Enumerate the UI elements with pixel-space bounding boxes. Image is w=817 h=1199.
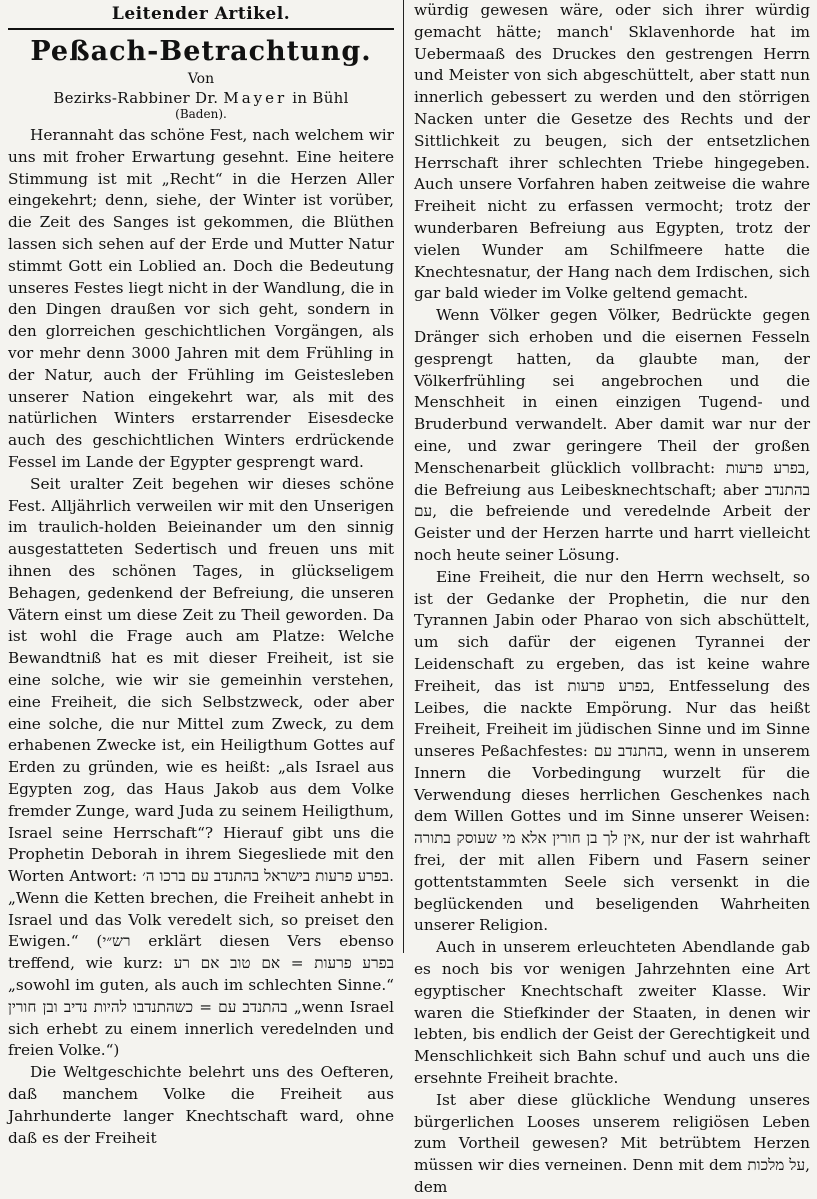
heading-rule	[8, 28, 394, 30]
author-prefix: Bezirks-Rabbiner Dr.	[53, 89, 219, 107]
paragraph: Seit uralter Zeit begehen wir dieses schöne Fest. Alljährlich verweilen wir mit den Unserigen im traulich-holden Beieinander um den sinnig ausgestatteten Sedertisch und freuen uns mit ihnen des schönen Tages, in glückseligem Behagen, gedenkend der Befreiung, die unseren Vätern einst um diese Zeit zu Theil geworden. Da ist wohl die Frage auch am Platze: Welche Bewandtniß hat es mit dieser Freiheit, ist sie eine solche, wie wir sie gemeinhin verstehen, eine Freiheit, die sich Selbstzweck, oder aber eine solche, die nur Mittel zum Zweck, zu dem erhabenen Zwecke ist, ein Heiligthum Gottes auf Erden zu gründen, wie es heißt: „als Israel aus Egypten zog, das Haus Jakob aus dem Volke fremder Zunge, ward Juda zu seinem Heiligthum, Israel seine Herrschaft“? Hierauf gibt uns die Prophetin Deborah in ihrem Siegesliede mit den Worten Antwort: בפרע פרעות בישראל בהתנדב עם ברכו ה׳. „Wenn die Ketten brechen, die Freiheit anhebt in Israel und das Volk veredelt sich, so preiset den Ewigen.“ (רש״י erklärt diesen Vers ebenso treffend, wie kurz: בפרע פרעות = אם טוב אם רע „sowohl im guten, als auch im schlechten Sinne.“ בהתנדב עם = כשהתנדבו להיות נדיב ובן חורין „wenn Israel sich erhebt zu einem innerlich veredelnden und freien Volke.“)	[8, 474, 394, 1060]
author-line	[8, 89, 394, 107]
author-suffix: in Bühl	[292, 89, 349, 107]
author-name: Mayer	[223, 89, 288, 107]
paragraph: Herannaht das schöne Fest, nach welchem wir uns mit froher Erwartung gesehnt. Eine heitere Stimmung ist mit „Recht“ in die Herzen Aller eingekehrt; denn, siehe, der Winter ist vorüber, die Zeit des Sanges ist gekommen, die Blüthen lassen sich sehen auf der Erde und Mutter Natur stimmt Gott ein Loblied an. Doch die Bedeutung unseres Festes liegt nicht in der Wandlung, die in den Dingen draußen vor sich geht, sondern in den glorreichen geschichtlichen Vorgängen, als vor mehr denn 3000 Jahren mit dem Frühling in der Natur, auch der Frühling im Geistesleben unserer Nation eingekehrt war, als mit des natürlichen Winters erstarrender Eisesdecke auch des geschichtlichen Winters erdrückende Fessel im Lande der Egypter gesprengt ward.	[8, 126, 394, 471]
paragraph: würdig gewesen wäre, oder sich ihrer würdig gemacht hätte; manch' Sklavenhorde hat im Uebermaaß des Druckes den gestrengen Herrn und Meister von sich abgeschüttelt, aber statt nun innerlich gebessert zu werden und den störrigen Nacken unter die Gesetze des Rechts und der Sittlichkeit zu beugen, sich der entsetzlichen Herrschaft ihrer schlechten Triebe hingegeben. Auch unsere Vorfahren haben zeitweise die wahre Freiheit nicht zu erfassen vermocht; trotz der wunderbaren Befreiung aus Egypten, trotz der vielen Wunder am Schilfmeere hatte die Knechtesnatur, der Hang nach dem Irdischen, sich gar bald wieder im Volke geltend gemacht.	[414, 1, 810, 303]
article-title: Peßach-Betrachtung.	[30, 36, 372, 67]
paragraph: Wenn Völker gegen Völker, Bedrückte gegen Dränger sich erhoben und die eisernen Fesseln gesprengt hatten, da glaubte man, der Völkerfrühling sei angebrochen und die Menschheit in einen einzigen Tugend- und Bruderbund verwandelt. Aber damit war nur der eine, und zwar geringere Theil der großen Menschenarbeit glücklich vollbracht: בפרע פרעות, die Befreiung aus Leibesknechtschaft; aber בהתנדב עם, die befreiende und veredelnde Arbeit der Geister und der Herzen harrte und harrt vielleicht noch heute seiner Lösung.	[414, 306, 810, 564]
left-column	[8, 0, 394, 1147]
column-divider	[403, 0, 404, 953]
paragraph: Die Weltgeschichte belehrt uns des Oefteren, daß manchem Volke die Freiheit aus Jahrhunderte langer Knechtschaft ward, ohne daß es der Freiheit	[8, 1063, 394, 1147]
right-column	[414, 0, 810, 1197]
paragraph: Ist aber diese glückliche Wendung unseres bürgerlichen Looses unserem religiösen Leben zum Vortheil gewesen? Mit betrübtem Herzen müssen wir dies verneinen. Denn mit dem על מלכות, dem	[414, 1090, 810, 1197]
paragraph: Auch in unserem erleuchteten Abendlande gab es noch bis vor wenigen Jahrzehnten eine Art egyptischer Knechtschaft zweiter Klasse. Wir waren die Stiefkinder der Staaten, in denen wir lebten, bis endlich der Geist der Gerechtigkeit und Menschlichkeit sich Bahn schuf und auch uns die ersehnte Freiheit brachte.	[414, 938, 810, 1088]
byline-von: Von	[187, 71, 215, 87]
section-heading: Leitender Artikel.	[111, 4, 291, 24]
paragraph: Eine Freiheit, die nur den Herrn wechselt, so ist der Gedanke der Prophetin, die nur den Tyrannen Jabin oder Pharao von sich abschüttelt, um sich dafür der eigenen Tyrannei der Leidenschaft zu ergeben, das ist keine wahre Freiheit, das ist בפרע פרעות, Entfesselung des Leibes, die nackte Empörung. Nur das heißt Freiheit, Freiheit im jüdischen Sinne und im Sinne unseres Peßachfestes: בהתנדב עם, wenn in unserem Innern die Vorbedingung wurzelt für die Verwendung dieses herrlichen Geschenkes nach dem Willen Gottes und im Sinne unserer Weisen: אין לך בן חורין אלא מי שעוסק בתורה, nur der ist wahrhaft frei, der mit allen Fibern und Fasern seiner gottentstammten Seele sich versenkt in die beglückenden und beseligenden Wahrheiten unserer Religion.	[414, 567, 810, 935]
author-location: (Baden).	[175, 107, 227, 121]
